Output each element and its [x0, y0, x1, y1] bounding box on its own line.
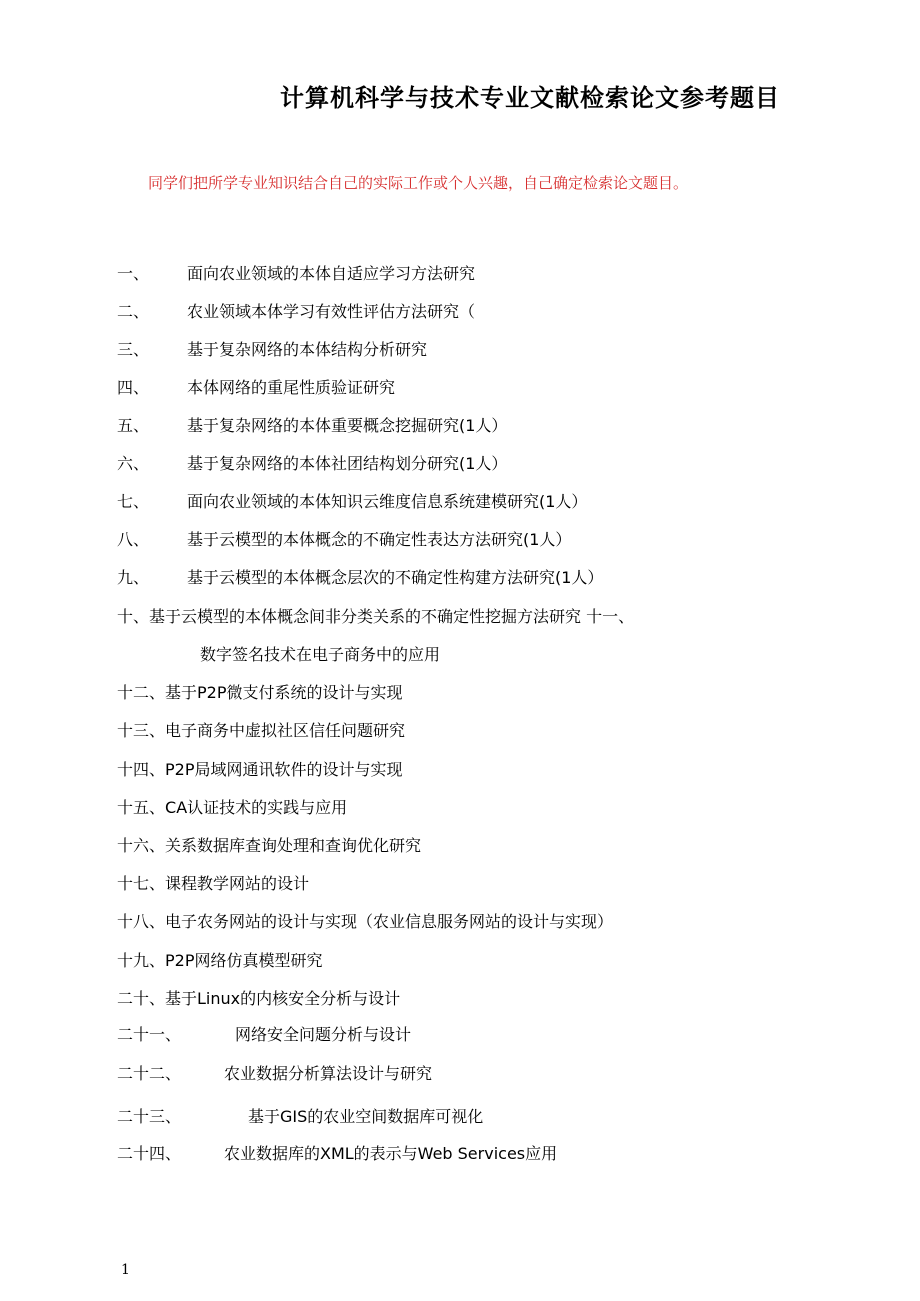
- item-text: 基于复杂网络的本体社团结构划分研究(1人）: [187, 454, 508, 473]
- item-text: 基于云模型的本体概念间非分类关系的不确定性挖掘方法研究 十一、: [149, 607, 635, 626]
- list-item: [117, 299, 475, 322]
- list-item: [117, 757, 403, 780]
- list-item: [117, 451, 507, 474]
- item-number: 十七、: [117, 874, 166, 893]
- list-item: [117, 527, 571, 550]
- item-number: 二、: [117, 302, 150, 321]
- list-item: [117, 604, 634, 627]
- list-item: [117, 413, 507, 436]
- instruction-note: 同学们把所学专业知识结合自己的实际工作或个人兴趣，自己确定检索论文题目。: [148, 174, 689, 192]
- item-text: CA认证技术的实践与应用: [165, 798, 348, 817]
- item-number: 二十二、: [117, 1064, 182, 1083]
- item-number: 九、: [117, 568, 150, 587]
- list-item: [117, 375, 395, 398]
- item-text: 数字签名技术在电子商务中的应用: [200, 645, 441, 664]
- item-number: 二十、: [117, 989, 166, 1008]
- item-number: 二十一、: [117, 1025, 182, 1044]
- item-number: 十六、: [117, 836, 166, 855]
- item-text: 基于云模型的本体概念层次的不确定性构建方法研究(1人）: [187, 568, 604, 587]
- item-number: 十八、: [117, 912, 166, 931]
- item-number: 十二、: [117, 683, 166, 702]
- item-number: 十三、: [117, 721, 166, 740]
- item-text: 面向农业领域的本体知识云维度信息系统建模研究(1人）: [187, 492, 588, 511]
- item-text: 基于云模型的本体概念的不确定性表达方法研究(1人）: [187, 530, 572, 549]
- item-text: 本体网络的重尾性质验证研究: [187, 378, 396, 397]
- item-number: 二十三、: [117, 1107, 182, 1126]
- list-item: [117, 680, 403, 703]
- item-text: 关系数据库查询处理和查询优化研究: [165, 836, 422, 855]
- item-number: 十四、: [117, 760, 166, 779]
- item-text: 课程教学网站的设计: [165, 874, 310, 893]
- item-number: 八、: [117, 530, 150, 549]
- item-text: 电子商务中虚拟社区信任问题研究: [165, 721, 406, 740]
- item-number: 三、: [117, 340, 150, 359]
- item-text: 基于GIS的农业空间数据库可视化: [248, 1107, 484, 1126]
- item-number: 十九、: [117, 951, 166, 970]
- item-number: 四、: [117, 378, 150, 397]
- page-number: 1: [121, 1262, 130, 1278]
- list-item: [117, 261, 475, 284]
- list-item: [117, 1141, 557, 1164]
- list-item: [117, 1104, 483, 1127]
- item-text: 基于Linux的内核安全分析与设计: [165, 989, 401, 1008]
- list-item: [117, 1022, 411, 1045]
- item-number: 十五、: [117, 798, 166, 817]
- item-text: 网络安全问题分析与设计: [235, 1025, 412, 1044]
- list-item: [117, 718, 405, 741]
- item-text: 农业数据库的XML的表示与Web Services应用: [224, 1144, 558, 1163]
- item-number: 一、: [117, 264, 150, 283]
- item-text: P2P网络仿真模型研究: [165, 951, 323, 970]
- list-item: [117, 337, 427, 360]
- item-number: 七、: [117, 492, 150, 511]
- list-item: [117, 871, 309, 894]
- list-item: [117, 948, 323, 971]
- item-number: 十、: [117, 607, 150, 626]
- item-text: 电子农务网站的设计与实现（农业信息服务网站的设计与实现）: [165, 912, 614, 931]
- item-number: 六、: [117, 454, 150, 473]
- list-item: [117, 986, 400, 1009]
- item-text: 基于复杂网络的本体结构分析研究: [187, 340, 428, 359]
- list-item: [117, 909, 613, 932]
- list-item: [117, 565, 603, 588]
- item-text: 基于P2P微支付系统的设计与实现: [165, 683, 403, 702]
- list-item: [117, 833, 421, 856]
- item-text: 农业数据分析算法设计与研究: [224, 1064, 433, 1083]
- item-number: 五、: [117, 416, 150, 435]
- item-text: P2P局域网通讯软件的设计与实现: [165, 760, 403, 779]
- document-title: 计算机科学与技术专业文献检索论文参考题目: [280, 84, 780, 112]
- item-text: 农业领域本体学习有效性评估方法研究（: [187, 302, 476, 321]
- list-item: [117, 795, 347, 818]
- item-text: 基于复杂网络的本体重要概念挖掘研究(1人）: [187, 416, 508, 435]
- list-item: [117, 489, 587, 512]
- item-text: 面向农业领域的本体自适应学习方法研究: [187, 264, 476, 283]
- item-number: 二十四、: [117, 1144, 182, 1163]
- list-item: [200, 642, 440, 665]
- list-item: [117, 1061, 432, 1084]
